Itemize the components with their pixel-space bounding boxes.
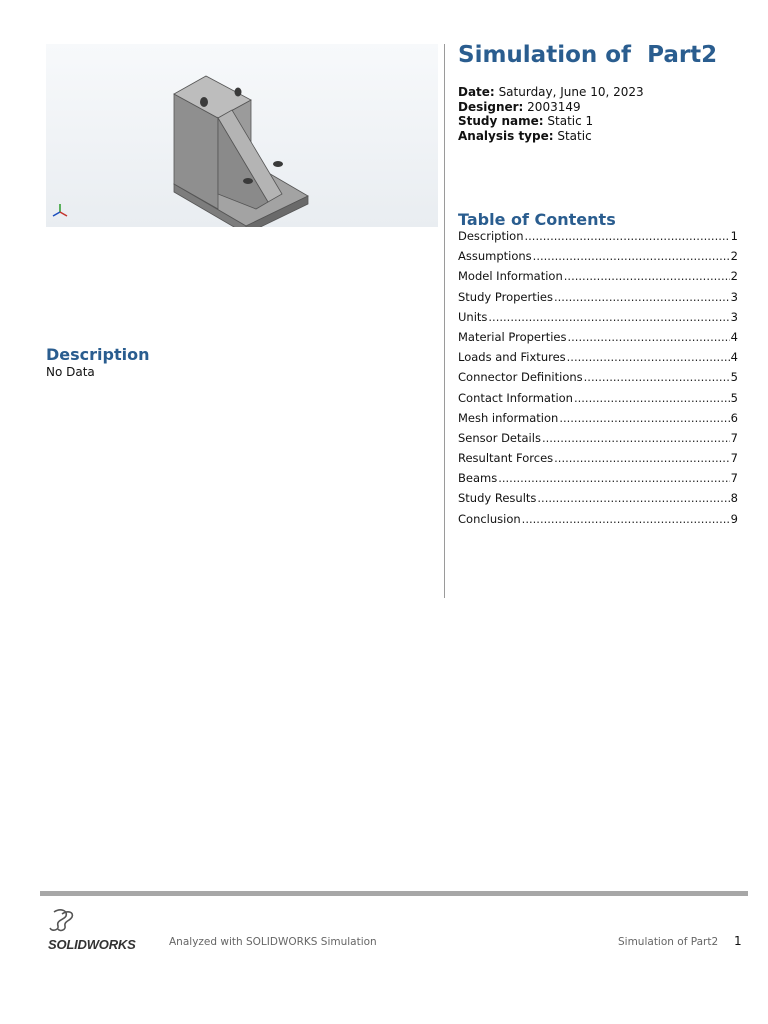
toc-label: Contact Information [458,390,573,405]
toc-page: 7 [730,471,738,486]
toc-page: 3 [730,309,738,324]
meta-value: Static [557,128,592,143]
meta-value: Saturday, June 10, 2023 [498,85,644,99]
page-title: Simulation of Part2 [458,42,718,68]
table-of-contents [458,229,738,532]
toc-leader [568,330,730,344]
toc-label: Assumptions [458,249,532,264]
meta-designer [458,100,644,115]
meta-date [458,85,644,100]
axis-triad-icon [53,204,67,216]
toc-label: Loads and Fixtures [458,350,566,365]
toc-heading: Table of Contents [458,210,616,229]
toc-leader [574,391,730,405]
toc-page: 5 [730,370,738,385]
toc-item-units[interactable] [458,310,738,330]
toc-label: Model Information [458,269,563,284]
toc-page: 4 [730,350,738,365]
bracket-part-model-icon [46,44,438,227]
toc-page: 4 [730,329,738,344]
toc-item-description[interactable] [458,229,738,249]
toc-leader [584,370,730,384]
toc-item-study-properties[interactable] [458,290,738,310]
toc-leader [542,431,730,445]
logo-text: SOLIDWORKS [48,937,136,952]
toc-leader [554,290,730,304]
footer-left-text: Analyzed with SOLIDWORKS Simulation [169,936,377,948]
meta-label: Designer: [458,99,524,114]
toc-item-connector-definitions[interactable] [458,370,738,390]
meta-label: Analysis type: [458,128,554,143]
toc-item-material-properties[interactable] [458,330,738,350]
meta-analysis-type [458,129,644,144]
footer-rule [40,891,748,896]
toc-leader [522,512,730,526]
toc-page: 7 [730,451,738,466]
toc-label: Study Results [458,491,537,506]
toc-page: 2 [730,249,738,264]
toc-leader [559,411,729,425]
toc-label: Material Properties [458,329,567,344]
toc-item-resultant-forces[interactable] [458,451,738,471]
toc-page: 5 [730,390,738,405]
toc-label: Units [458,309,488,324]
toc-page: 7 [730,430,738,445]
toc-leader [488,310,729,324]
toc-label: Conclusion [458,511,521,526]
toc-item-conclusion[interactable] [458,512,738,532]
toc-label: Resultant Forces [458,451,554,466]
toc-page: 9 [730,511,738,526]
toc-label: Sensor Details [458,430,541,445]
model-preview [46,44,438,227]
toc-leader [564,269,730,283]
meta-study-name [458,114,644,129]
footer-right-text: Simulation of Part2 [618,936,719,948]
toc-item-model-information[interactable] [458,269,738,289]
meta-label: Study name: [458,114,544,128]
meta-label: Date: [458,85,495,99]
toc-item-loads-and-fixtures[interactable] [458,350,738,370]
study-meta [458,85,644,143]
toc-page: 2 [730,269,738,284]
toc-leader [554,451,730,465]
toc-leader [525,229,730,243]
toc-item-mesh-information[interactable] [458,411,738,431]
toc-item-beams[interactable] [458,471,738,491]
toc-page: 8 [730,491,738,506]
toc-leader [537,491,729,505]
vertical-divider [444,44,445,598]
toc-item-assumptions[interactable] [458,249,738,269]
toc-item-sensor-details[interactable] [458,431,738,451]
toc-page: 6 [730,410,738,425]
toc-item-study-results[interactable] [458,491,738,511]
toc-leader [567,350,730,364]
meta-value: 2003149 [527,99,581,114]
description-body: No Data [46,365,95,379]
toc-label: Study Properties [458,289,553,304]
toc-label: Beams [458,471,498,486]
meta-value: Static 1 [547,114,594,128]
toc-item-contact-information[interactable] [458,391,738,411]
description-heading: Description [46,345,150,364]
toc-page: 3 [730,289,738,304]
toc-page: 1 [730,229,738,243]
toc-label: Connector Definitions [458,370,583,385]
toc-label: Description [458,229,524,243]
toc-label: Mesh information [458,410,559,425]
toc-leader [533,249,730,263]
page-number: 1 [734,934,742,948]
toc-leader [498,471,729,485]
